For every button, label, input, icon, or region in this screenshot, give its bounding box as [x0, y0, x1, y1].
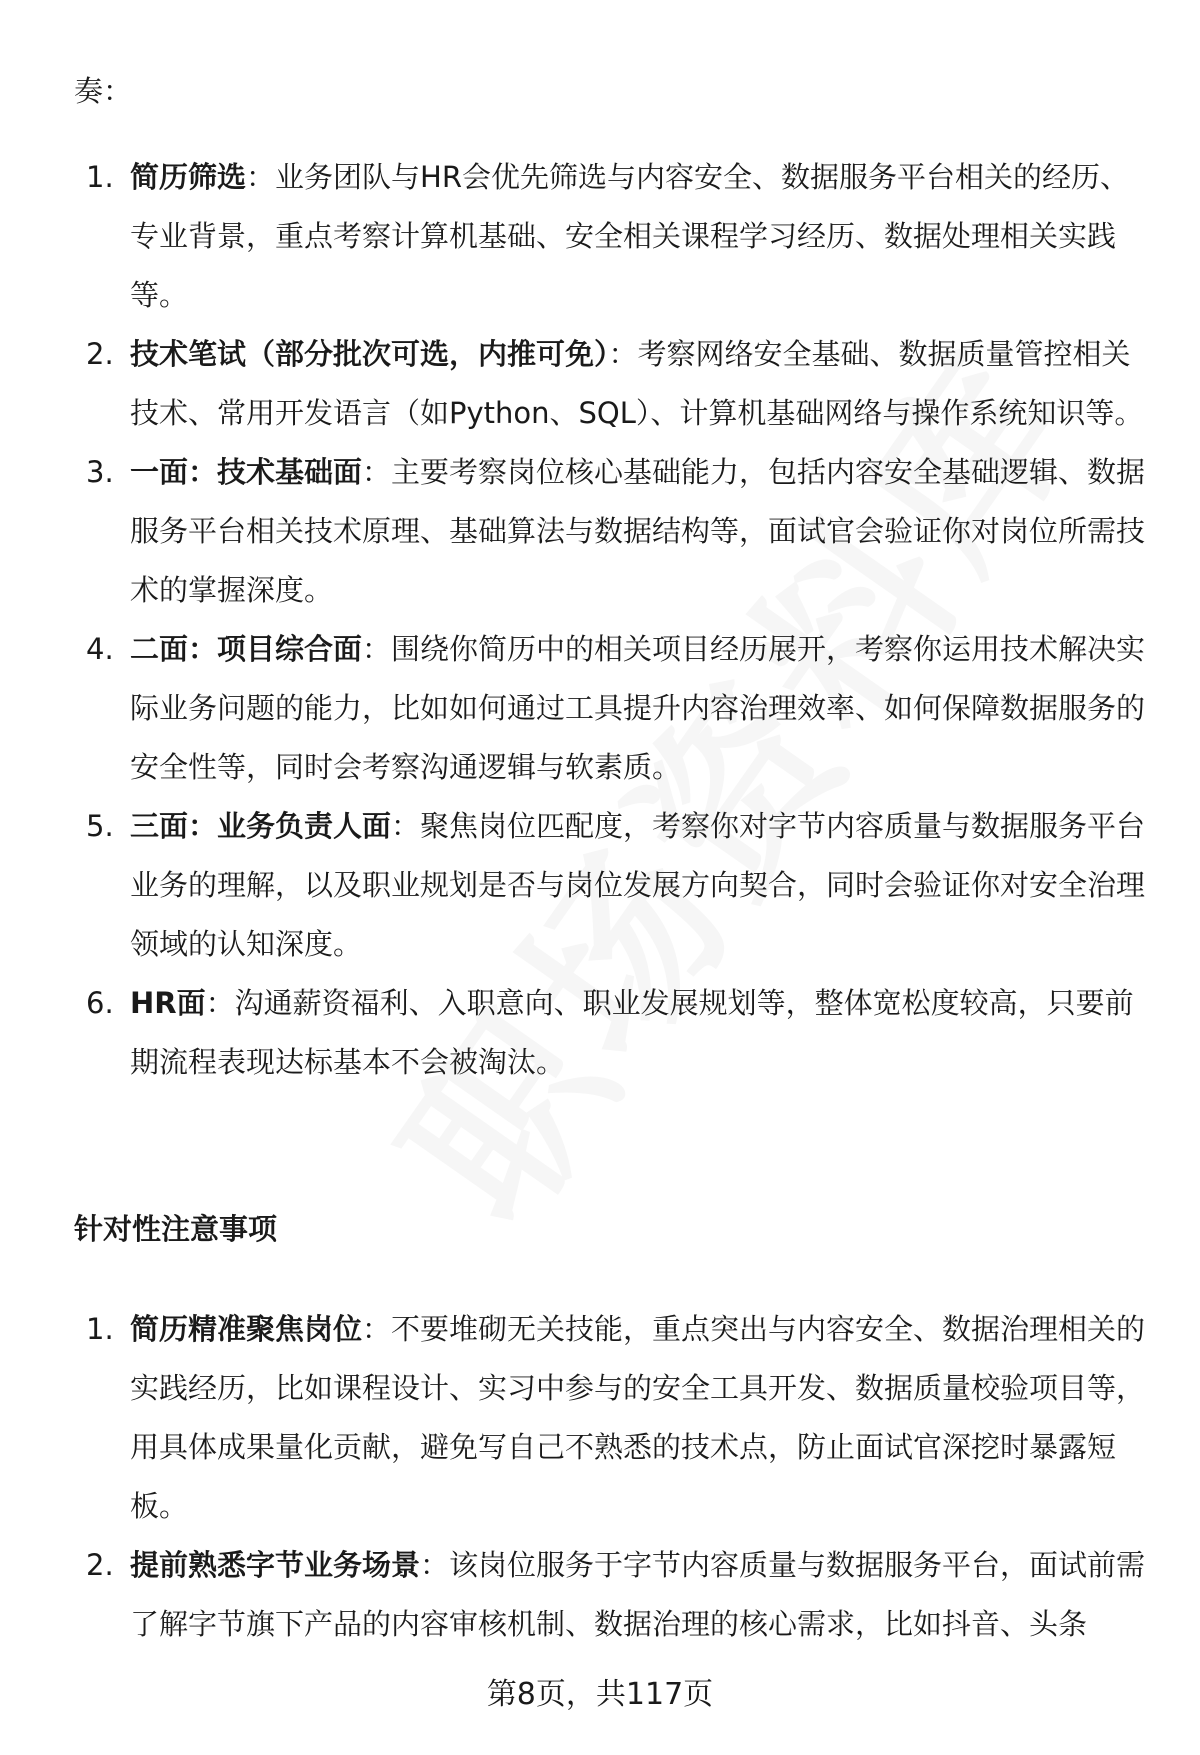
item-number: 3.	[86, 455, 114, 489]
item-number: 1.	[86, 160, 114, 194]
item-title: 技术笔试（部分批次可选，内推可免）	[130, 337, 609, 371]
list-item	[74, 443, 1154, 620]
list-item	[74, 325, 1154, 443]
item-text: 沟通薪资福利、入职意向、职业发展规划等，整体宽松度较高，只要前期流程表现达标基本不会被淘汰。	[130, 986, 1134, 1079]
item-number: 2.	[86, 337, 114, 371]
item-number: 6.	[86, 986, 114, 1020]
item-title: 三面：业务负责人面	[130, 809, 392, 843]
item-separator: ：	[608, 337, 638, 371]
item-title: 一面：技术基础面	[130, 455, 363, 489]
item-text: 聚焦岗位匹配度，考察你对字节内容质量与数据服务平台业务的理解，以及职业规划是否与岗位发展方向契合，同时会验证你对安全治理领域的认知深度。	[130, 809, 1146, 961]
tips-list	[74, 1300, 1154, 1654]
item-text: 主要考察岗位核心基础能力，包括内容安全基础逻辑、数据服务平台相关技术原理、基础算法与数据结构等，面试官会验证你对岗位所需技术的掌握深度。	[130, 455, 1146, 607]
item-separator: ：	[205, 986, 235, 1020]
list-item	[74, 620, 1154, 797]
intro-text: 奏：	[74, 74, 133, 108]
item-title: 简历精准聚焦岗位	[130, 1312, 363, 1346]
page-number: 第8页，共117页	[486, 1677, 714, 1712]
item-number: 5.	[86, 809, 114, 843]
item-title: 提前熟悉字节业务场景	[130, 1548, 421, 1582]
list-item	[74, 1536, 1154, 1654]
item-separator: ：	[362, 455, 392, 489]
item-text: 业务团队与HR会优先筛选与内容安全、数据服务平台相关的经历、专业背景，重点考察计算机基础、安全相关课程学习经历、数据处理相关实践等。	[130, 160, 1129, 312]
item-title: HR面	[130, 986, 206, 1020]
item-title: 二面：项目综合面	[130, 632, 363, 666]
item-text: 该岗位服务于字节内容质量与数据服务平台，面试前需了解字节旗下产品的内容审核机制、数据治理的核心需求，比如抖音、头条	[130, 1548, 1146, 1641]
item-separator: ：	[362, 1312, 392, 1346]
item-number: 2.	[86, 1548, 114, 1582]
item-number: 1.	[86, 1312, 114, 1346]
process-list	[74, 148, 1154, 1092]
item-separator: ：	[391, 809, 421, 843]
item-number: 4.	[86, 632, 114, 666]
list-item	[74, 1300, 1154, 1536]
list-item	[74, 974, 1154, 1092]
item-separator: ：	[420, 1548, 450, 1582]
item-text: 考察网络安全基础、数据质量管控相关技术、常用开发语言（如Python、SQL）、计算机基础网络与操作系统知识等。	[130, 337, 1144, 430]
item-text: 不要堆砌无关技能，重点突出与内容安全、数据治理相关的实践经历，比如课程设计、实习中参与的安全工具开发、数据质量校验项目等，用具体成果量化贡献，避免写自己不熟悉的技术点，防止面试官深挖时暴露短板。	[130, 1312, 1146, 1523]
item-separator: ：	[362, 632, 392, 666]
section-heading: 针对性注意事项	[74, 1212, 278, 1246]
item-title: 简历筛选	[130, 160, 247, 194]
item-text: 围绕你简历中的相关项目经历展开，考察你运用技术解决实际业务问题的能力，比如如何通过工具提升内容治理效率、如何保障数据服务的安全性等，同时会考察沟通逻辑与软素质。	[130, 632, 1146, 784]
list-item	[74, 797, 1154, 974]
item-separator: ：	[246, 160, 276, 194]
list-item	[74, 148, 1154, 325]
